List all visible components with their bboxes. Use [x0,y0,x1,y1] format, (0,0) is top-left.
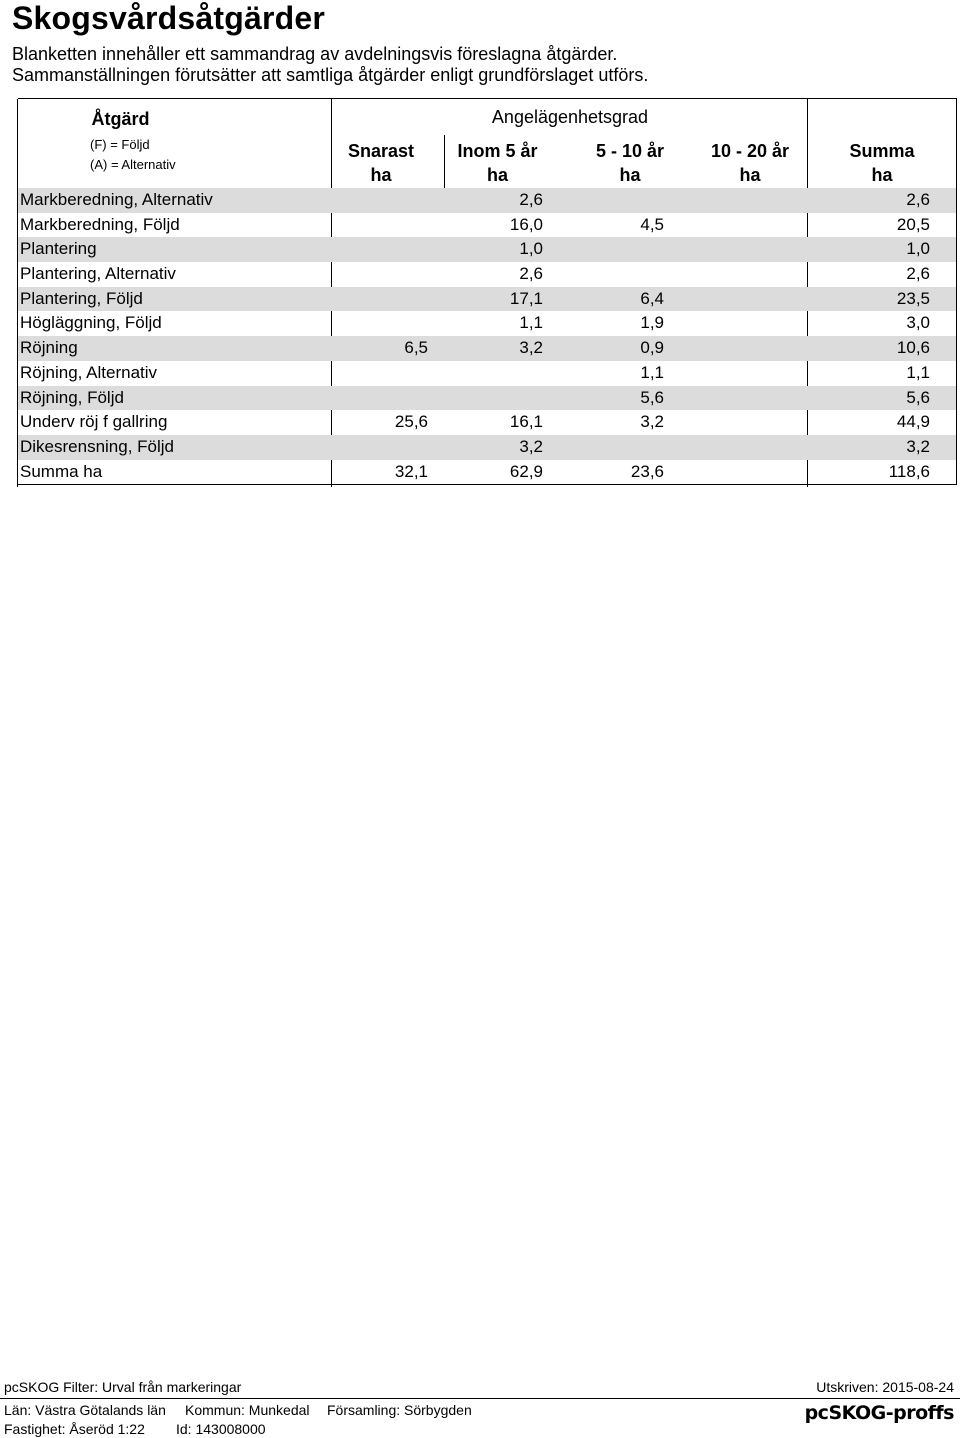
row-value: 3,2 [640,412,664,432]
row-value: 44,9 [896,412,930,432]
table-header [18,99,956,188]
table-row [18,311,956,336]
header-angelagenhetsgrad: Angelägenhetsgrad [491,107,649,127]
table-body [18,188,956,485]
row-value: 118,6 [888,461,930,481]
row-value: 4,5 [640,214,664,234]
row-label: Underv röj f gallring [20,412,168,432]
row-value: 23,6 [630,461,664,481]
table-row [18,361,956,386]
table-row [18,262,956,287]
row-label: Röjning, Alternativ [20,362,158,382]
row-value: 1,1 [519,313,543,333]
row-value: 17,1 [509,288,543,308]
header-col-inom5: Inom 5 år ha [457,141,538,185]
row-value: 25,6 [394,412,428,432]
row-value: 2,6 [519,190,543,209]
footer-divider [0,1398,960,1399]
row-label: Markberedning, Följd [20,214,180,234]
row-label: Markberedning, Alternativ [20,190,213,209]
subtitle-line: Blanketten innehåller ett sammandrag av avdelningsvis föreslagna åtgärder. [12,44,618,64]
header-col-summa: Summa ha [849,141,915,185]
row-value: 0,9 [640,338,664,358]
footer-filter: pcSKOG Filter: Urval från markeringar [4,1379,242,1395]
row-value: 32,1 [394,461,428,481]
row-label: Plantering [20,239,97,259]
table-row [18,213,956,238]
row-label: Röjning, Följd [20,387,124,407]
row-value: 2,6 [906,264,930,284]
row-value: 5,6 [640,387,664,407]
footer-kommun: Kommun: Munkedal [185,1402,310,1418]
table-row [18,460,956,485]
row-value: 1,0 [906,239,930,259]
row-value: 5,6 [906,387,930,407]
table-row [18,287,956,312]
header-col-10-20: 10 - 20 år ha [710,141,790,185]
row-value: 3,2 [519,436,543,456]
row-value: 1,1 [906,362,930,382]
row-value: 62,9 [509,461,543,481]
row-value: 3,2 [519,338,543,358]
row-label: Högläggning, Följd [20,313,162,333]
row-value: 16,0 [509,214,543,234]
row-label: Plantering, Alternativ [20,264,176,284]
footer-fastighet: Fastighet: Åseröd 1:22 [4,1421,145,1437]
row-label: Plantering, Följd [20,288,143,308]
row-value: 10,6 [896,338,930,358]
row-value: 20,5 [896,214,930,234]
header-atgard: Åtgärd [91,109,150,129]
row-value: 1,1 [640,362,664,382]
table-row [18,435,956,460]
table-row [18,237,956,262]
row-value: 3,2 [906,436,930,456]
row-value: 16,1 [509,412,543,432]
footer-forsamling: Församling: Sörbygden [327,1402,472,1418]
row-value: 6,4 [640,288,664,308]
row-value: 1,0 [519,239,543,259]
page-title: Skogsvårdsåtgärder [12,0,326,36]
row-label: Röjning [20,338,78,358]
row-label: Summa ha [20,461,103,481]
header-legend-a: (A) = Alternativ [90,157,176,172]
pcskog-logo: pcSKOG-proffs [804,1402,954,1424]
header-col-snarast: Snarast ha [347,141,415,185]
footer-id: Id: 143008000 [176,1421,266,1437]
row-value: 2,6 [519,264,543,284]
row-value: 3,0 [906,313,930,333]
footer-lan: Län: Västra Götalands län [4,1402,166,1418]
table-row [18,188,956,213]
table-row [18,386,956,411]
row-value: 6,5 [404,338,428,358]
page-subtitle [12,44,648,86]
header-legend-f: (F) = Följd [90,137,150,152]
row-label: Dikesrensning, Följd [20,436,175,456]
row-value: 23,5 [896,288,930,308]
subtitle-line: Sammanställningen förutsätter att samtliga åtgärder enligt grundförslaget utförs. [12,65,649,85]
table-row [18,336,956,361]
row-value: 1,9 [640,313,664,333]
footer-printed-date: Utskriven: 2015-08-24 [816,1379,954,1395]
table-border-bottom [18,484,956,485]
header-col-5-10: 5 - 10 år ha [595,141,665,185]
table-row [18,410,956,435]
measures-table [18,98,957,485]
row-value: 2,6 [906,190,930,209]
